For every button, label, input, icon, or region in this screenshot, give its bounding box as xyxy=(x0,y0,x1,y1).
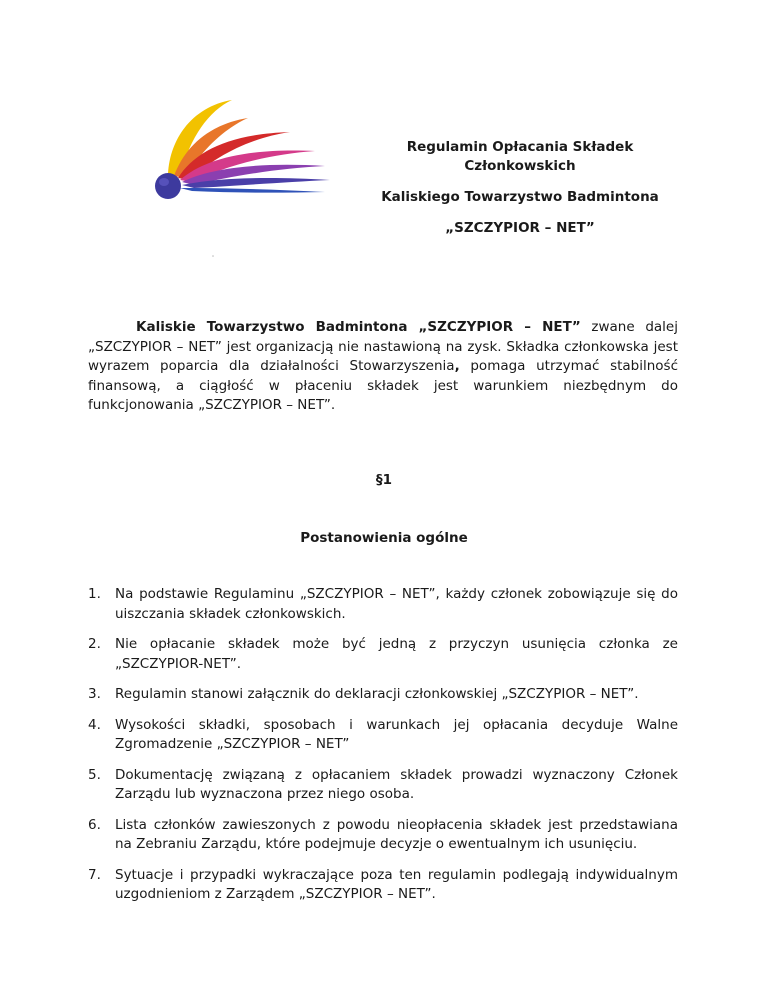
provisions-list xyxy=(88,585,678,916)
list-item-text: Dokumentację związaną z opłacaniem składek prowadzi wyznaczony Członek Zarządu lub wyznaczona przez niego osoba. xyxy=(115,766,678,802)
list-item-text: Nie opłacanie składek może być jedną z przyczyn usunięcia członka ze „SZCZYPIOR-NET”. xyxy=(115,636,678,672)
list-item-number: 7. xyxy=(88,866,101,883)
title-line-2: Członkowskich xyxy=(464,158,576,174)
list-item-text: Sytuacje i przypadki wykraczające poza ten regulamin podlegają indywidualnym uzgodnieniom z Zarządem „SZCZYPIOR – NET”. xyxy=(115,866,678,902)
shuttlecock-logo-icon xyxy=(140,96,340,266)
list-item-text: Wysokości składki, sposobach i warunkach jej opłacania decyduje Walne Zgromadzenie „SZCZYPIOR – NET” xyxy=(115,716,678,752)
intro-paragraph xyxy=(88,318,678,416)
list-item-text: Regulamin stanowi załącznik do deklaracji członkowskiej „SZCZYPIOR – NET”. xyxy=(115,686,639,702)
section-number: §1 xyxy=(375,472,393,488)
title-line-1: Regulamin Opłacania Składek xyxy=(406,139,634,155)
section-title: Postanowienia ogólne xyxy=(300,530,468,546)
logo-feather-blue xyxy=(180,188,325,193)
document-title-block xyxy=(330,138,710,238)
list-item-text: Lista członków zawieszonych z powodu nieopłacenia składek jest przedstawiana na Zebraniu Zarządu, które podejmuje decyzje o ewentualnym ich usunięciu. xyxy=(115,816,678,852)
intro-bold-comma: , xyxy=(454,358,460,374)
list-item-text: Na podstawie Regulaminu „SZCZYPIOR – NET”, każdy członek zobowiązuje się do uiszczania składek członkowskich. xyxy=(115,586,678,622)
org-name: „SZCZYPIOR – NET” xyxy=(445,220,595,236)
list-item xyxy=(88,816,678,855)
list-item xyxy=(88,635,678,674)
intro-bold-lead: Kaliskie Towarzystwo Badmintona „SZCZYPIOR – NET” xyxy=(136,319,581,335)
list-item xyxy=(88,866,678,905)
list-item xyxy=(88,766,678,805)
list-item xyxy=(88,716,678,755)
logo-cork xyxy=(155,173,181,199)
list-item-number: 3. xyxy=(88,686,101,702)
list-item xyxy=(88,685,678,705)
list-item-number: 6. xyxy=(88,816,101,833)
list-item-number: 4. xyxy=(88,716,101,733)
list-item-number: 1. xyxy=(88,586,101,602)
intro-text-a: zwane dalej „SZCZYPIOR – NET” jest organizacją nie nastawioną na zysk. Składka członkowska jest wyrazem poparcia dla działalności Stowarzyszenia xyxy=(88,319,678,374)
list-item xyxy=(88,585,678,624)
subtitle: Kaliskiego Towarzystwo Badmintona xyxy=(381,189,659,205)
list-item-number: 2. xyxy=(88,636,101,652)
list-item-number: 5. xyxy=(88,766,101,783)
intro-text-b: pomaga utrzymać stabilność finansową, a ciągłość w płaceniu składek jest warunkiem niezbędnym do funkcjonowania „SZCZYPIOR – NET”. xyxy=(88,358,679,413)
